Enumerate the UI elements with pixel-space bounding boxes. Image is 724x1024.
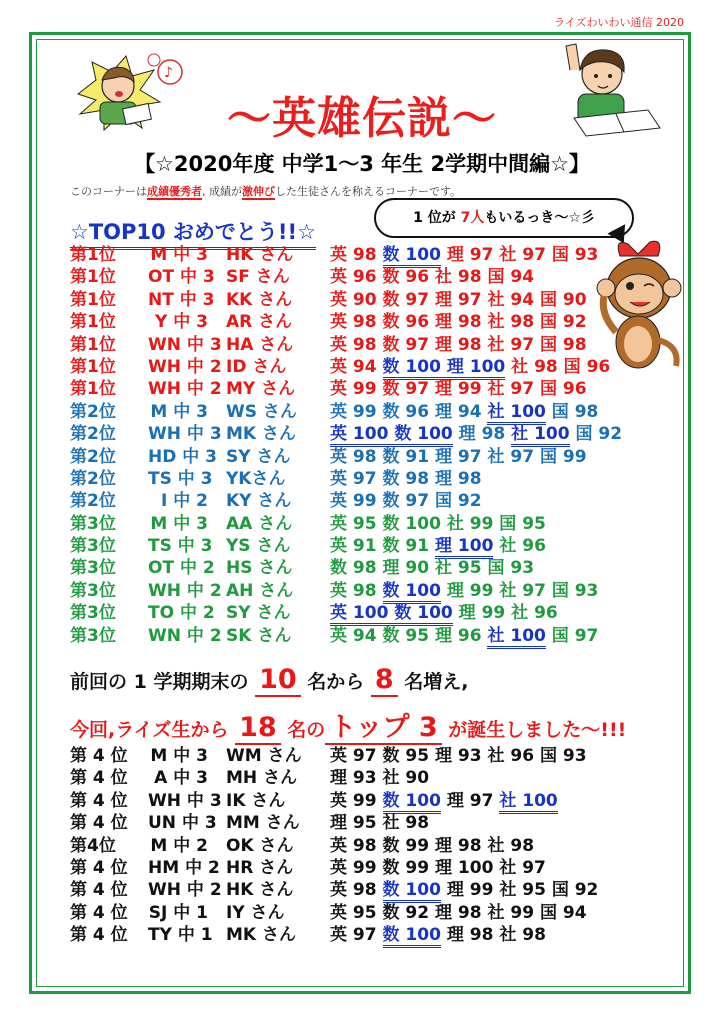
rank-label: 第3位 (70, 603, 116, 624)
score-text: 英 98 (330, 245, 383, 265)
svg-text:♪: ♪ (164, 65, 173, 81)
student-name: SY さん (226, 603, 291, 624)
perfect-score: 数 100 (383, 925, 441, 948)
scores (330, 625, 598, 647)
school-grade: Y 中 3 (155, 312, 208, 333)
school-grade: WN 中 3 (148, 334, 222, 355)
school-grade: WN 中 2 (148, 625, 222, 646)
perfect-score: 数 100 (383, 245, 441, 268)
scores (330, 790, 558, 812)
student-name: YS さん (226, 536, 291, 557)
perfect-score: 社 100 (487, 402, 545, 425)
student-name: WM さん (226, 746, 302, 766)
rank-label: 第1位 (70, 289, 116, 310)
page-subtitle: 【☆2020年度 中学1〜3 年生 2学期中間編☆】 (134, 152, 590, 176)
school-grade: WH 中 2 (148, 880, 222, 901)
rank-label: 第 4 位 (70, 902, 128, 923)
school-grade: M 中 3 (150, 245, 208, 265)
student-name: MK さん (226, 424, 297, 445)
student-name: HK さん (226, 880, 294, 901)
rank-label: 第3位 (70, 580, 116, 601)
student-name: SY さん (226, 446, 291, 467)
student-name: KK さん (226, 289, 293, 310)
rank-label: 第3位 (70, 513, 116, 534)
student-name: AH さん (226, 580, 294, 601)
rank-label: 第1位 (70, 267, 116, 288)
score-text: 理 97 (440, 790, 500, 811)
school-grade: UN 中 3 (148, 813, 217, 834)
score-text: 英 97 (330, 925, 383, 946)
score-text: 英 99 数 97 理 99 社 97 国 96 (330, 379, 587, 400)
score-text: 理 99 社 97 国 93 (440, 580, 599, 601)
scores (330, 902, 587, 924)
school-grade: WH 中 3 (148, 790, 222, 811)
student-name: HK さん (226, 245, 294, 265)
score-text: 社 96 (493, 536, 546, 557)
rank-label: 第2位 (70, 446, 116, 467)
score-text: 英 98 数 91 理 97 社 97 国 99 (330, 446, 587, 467)
school-grade: TY 中 1 (148, 925, 213, 946)
scores (330, 602, 558, 624)
rank-label: 第 4 位 (70, 790, 128, 811)
scores (330, 835, 534, 857)
scores (330, 580, 598, 602)
score-text: 国 98 (545, 401, 599, 422)
student-name: MY さん (226, 379, 296, 400)
school-grade: A 中 3 (154, 768, 208, 789)
score-text: 理 99 社 95 国 92 (440, 880, 599, 901)
rank-label: 第1位 (70, 334, 116, 355)
score-text: 数 98 理 90 社 95 国 93 (330, 558, 535, 579)
summary-line-1: 前回の 1 学期期末の 10 名から 8 名増え, (70, 664, 469, 695)
school-grade: OT 中 3 (148, 267, 215, 288)
score-text: 英 91 数 91 (330, 536, 435, 557)
school-grade: WH 中 2 (148, 379, 222, 400)
rank-label: 第3位 (70, 625, 116, 646)
score-text: 英 98 数 99 理 98 社 98 (330, 835, 535, 856)
score-text: 英 99 数 97 国 92 (330, 491, 482, 512)
score-text: 英 97 数 95 理 93 社 96 国 93 (330, 746, 587, 766)
scores (330, 289, 587, 311)
page-title: 〜英雄伝説〜 (227, 93, 497, 144)
scores (330, 311, 587, 333)
score-text: 英 94 数 95 理 96 (330, 625, 488, 646)
school-grade: HM 中 2 (148, 857, 220, 878)
scores (330, 557, 534, 579)
score-text: 英 99 数 96 理 94 (330, 401, 488, 422)
student-name: AA さん (226, 513, 293, 534)
score-text: 理 95 社 98 (330, 813, 430, 834)
student-name: IY さん (226, 902, 285, 923)
student-name: OK さん (226, 835, 294, 856)
student-name: MM さん (226, 813, 300, 834)
intro-text: このコーナーは成績優秀者, 成績が激伸びした生徒さんを称えるコーナーです。 (70, 185, 462, 198)
score-text: 理 98 社 98 (440, 925, 546, 946)
score-text: 国 92 (569, 424, 623, 445)
score-text: 理 97 社 97 国 93 (440, 245, 599, 265)
rank-label: 第1位 (70, 245, 116, 265)
student-name: YKさん (226, 468, 286, 489)
scores (330, 812, 429, 834)
rank-label: 第 4 位 (70, 768, 128, 789)
student-name: SK さん (226, 625, 292, 646)
scores (330, 468, 482, 490)
summary-line-2: 今回,ライズ生から 18 名の トップ 3 が誕生しました〜!!! (70, 712, 627, 743)
score-text: 英 98 数 96 理 98 社 98 国 92 (330, 312, 587, 333)
score-text: 理 99 社 96 (452, 603, 558, 624)
rank-label: 第3位 (70, 536, 116, 557)
perfect-score: 社 100 (499, 791, 557, 814)
scores (330, 535, 546, 557)
student-name: MH さん (226, 768, 298, 789)
scores (330, 356, 610, 378)
scores (330, 446, 587, 468)
scores (330, 879, 598, 901)
score-text: 社 98 国 96 (505, 356, 611, 377)
rank-label: 第2位 (70, 424, 116, 445)
school-grade: I 中 2 (161, 491, 208, 512)
highlight-top-students: 成績優秀者 (147, 185, 202, 198)
score-text: 英 97 数 98 理 98 (330, 468, 482, 489)
scores (330, 857, 546, 879)
rank-label: 第1位 (70, 312, 116, 333)
scores (330, 490, 482, 512)
score-text: 英 98 数 97 理 98 社 97 国 98 (330, 334, 587, 355)
score-text: 英 96 数 96 社 98 国 94 (330, 267, 535, 288)
school-grade: TS 中 3 (148, 468, 213, 489)
rank-label: 第1位 (70, 379, 116, 400)
monkey-mascot-illustration (594, 236, 686, 374)
perfect-score: 数 100 (383, 880, 441, 903)
scores (330, 378, 587, 400)
score-text: 英 95 数 92 理 98 社 99 国 94 (330, 902, 587, 923)
scores (330, 334, 587, 356)
perfect-score: 数 100 (383, 581, 441, 604)
score-text: 国 97 (545, 625, 599, 646)
top10-heading: ☆TOP10 おめでとう!!☆ (70, 216, 316, 250)
rank-label: 第2位 (70, 401, 116, 422)
student-name: HS さん (226, 558, 293, 579)
student-name: WS さん (226, 401, 297, 422)
student-name: SF さん (226, 267, 290, 288)
rank-label: 第 4 位 (70, 813, 128, 834)
student-name: HA さん (226, 334, 294, 355)
school-grade: WH 中 2 (148, 580, 222, 601)
rank-label: 第 4 位 (70, 925, 128, 946)
school-grade: SJ 中 1 (148, 902, 208, 923)
perfect-score: 英 100 数 100 (330, 424, 453, 447)
score-text: 英 90 数 97 理 97 社 94 国 90 (330, 289, 587, 310)
scores (330, 401, 598, 423)
rank-label: 第4位 (70, 835, 116, 856)
score-text: 英 99 数 99 理 100 社 97 (330, 857, 546, 878)
newsletter-label: ライズわいわい通信 2020 (553, 16, 684, 29)
score-text: 英 94 (330, 356, 383, 377)
highlight-big-improvement: 激伸び (242, 185, 275, 198)
rank-label: 第 4 位 (70, 746, 128, 766)
school-grade: WH 中 3 (148, 424, 222, 445)
scores (330, 423, 622, 445)
perfect-score: 数 100 (383, 791, 441, 814)
rank-label: 第 4 位 (70, 857, 128, 878)
student-name: AR さん (226, 312, 293, 333)
score-text: 英 99 (330, 790, 383, 811)
student-name: HR さん (226, 857, 294, 878)
perfect-score: 社 100 (511, 424, 569, 447)
perfect-score: 社 100 (487, 626, 545, 649)
school-grade: M 中 3 (150, 746, 208, 766)
speech-bubble: 1 位が 7人もいるっき〜☆彡 (374, 198, 634, 238)
student-name: KY さん (226, 491, 292, 512)
rank-label: 第2位 (70, 491, 116, 512)
scores (330, 513, 546, 535)
school-grade: HD 中 3 (148, 446, 218, 467)
score-text: 英 98 (330, 880, 383, 901)
rank-label: 第3位 (70, 558, 116, 579)
scores (330, 924, 546, 946)
student-name: MK さん (226, 925, 297, 946)
score-text: 理 98 (452, 424, 512, 445)
scores (330, 266, 534, 288)
scores (330, 767, 429, 789)
student-name: ID さん (226, 356, 287, 377)
perfect-score: 数 100 理 100 (383, 357, 506, 380)
student-name: IK さん (226, 790, 286, 811)
score-text: 英 95 数 100 社 99 国 95 (330, 513, 546, 534)
score-text: 理 93 社 90 (330, 768, 430, 789)
school-grade: M 中 3 (150, 401, 208, 422)
school-grade: M 中 2 (150, 835, 208, 856)
scores (330, 745, 587, 767)
school-grade: M 中 3 (150, 513, 208, 534)
scores (330, 244, 598, 266)
school-grade: TO 中 2 (148, 603, 215, 624)
rank-label: 第1位 (70, 356, 116, 377)
perfect-score: 英 100 数 100 (330, 603, 453, 626)
score-text: 英 98 (330, 580, 383, 601)
rank-label: 第2位 (70, 468, 116, 489)
perfect-score: 理 100 (435, 536, 493, 559)
rank-label: 第 4 位 (70, 880, 128, 901)
school-grade: WH 中 2 (148, 356, 222, 377)
school-grade: TS 中 3 (148, 536, 213, 557)
school-grade: NT 中 3 (148, 289, 215, 310)
school-grade: OT 中 2 (148, 558, 215, 579)
